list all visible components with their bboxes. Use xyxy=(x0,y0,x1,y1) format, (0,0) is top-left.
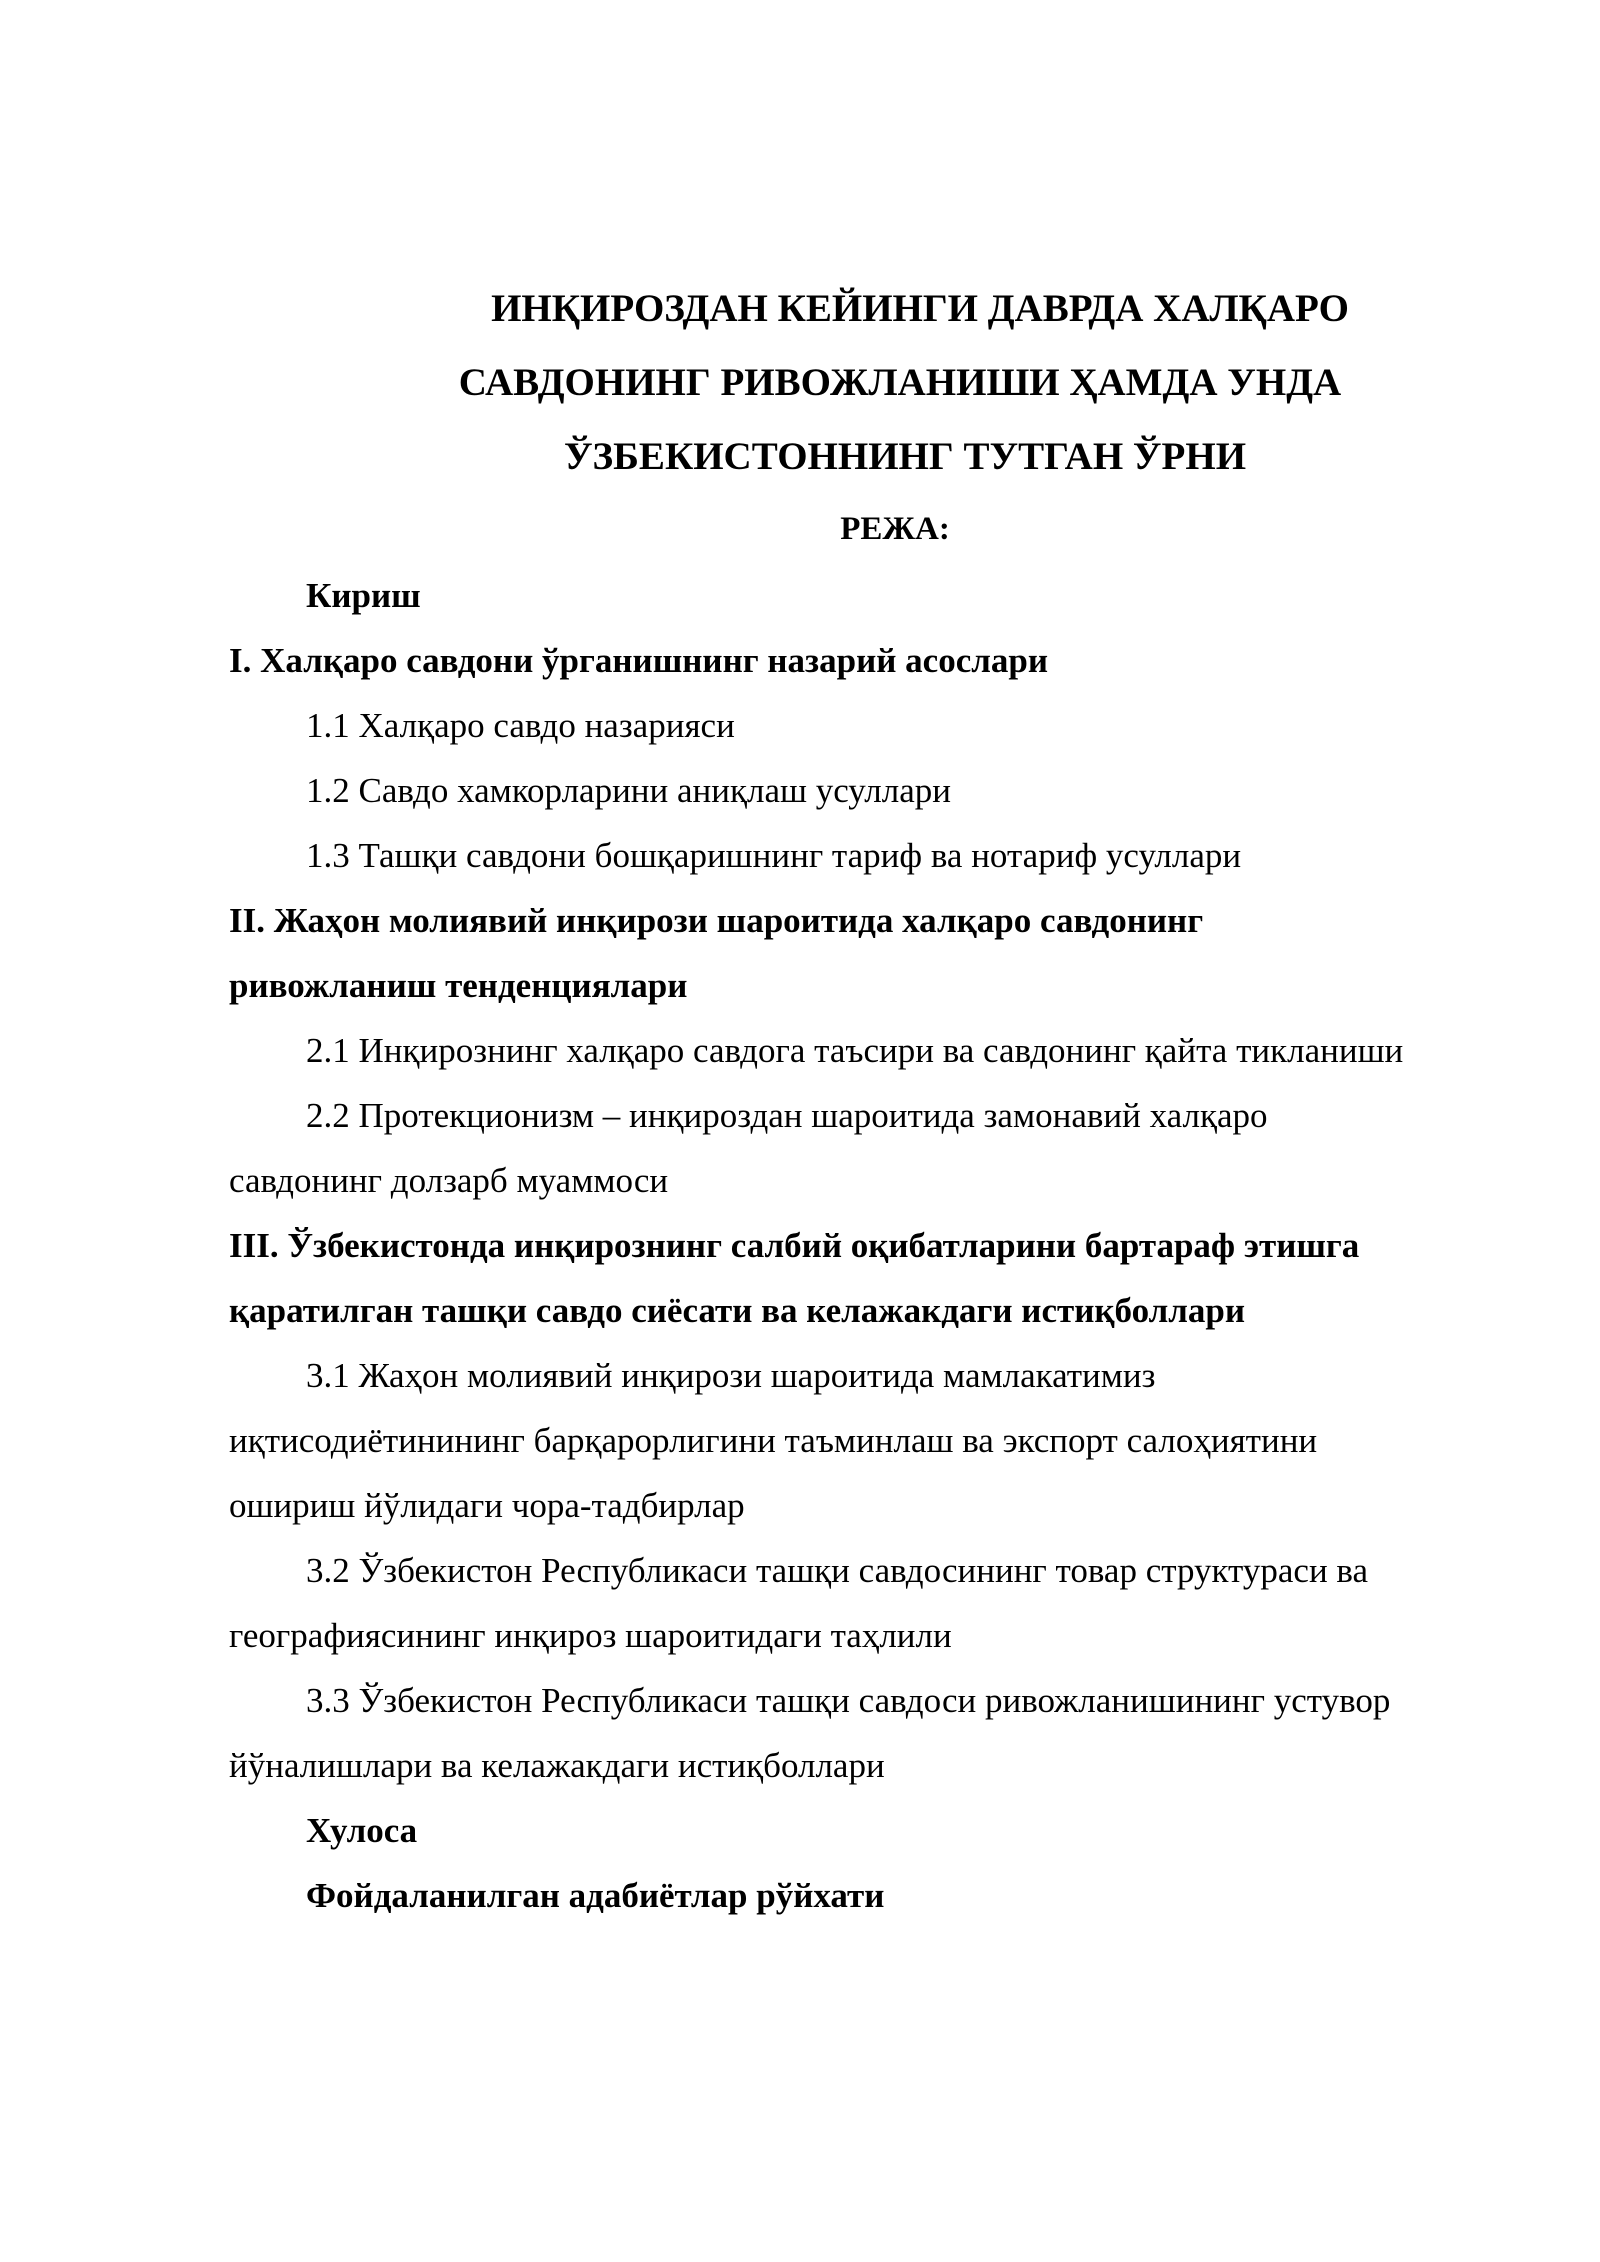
toc-item-3-2-line-1: 3.2 Ўзбекистон Республикаси ташқи савдосининг товар структураси ва xyxy=(306,1551,1369,1590)
toc-item-3-3-line-2: йўналишлари ва келажакдаги истиқболлари xyxy=(229,1746,885,1785)
toc-item-2-2-line-1: 2.2 Протекционизм – инқироздан шароитида замонавий халқаро xyxy=(306,1096,1268,1135)
toc-item-1-3: 1.3 Ташқи савдони бошқаришнинг тариф ва нотариф усуллари xyxy=(306,836,1242,875)
toc-section-3-title-line-2: қаратилган ташқи савдо сиёсати ва келажакдаги истиқболлари xyxy=(229,1291,1246,1330)
toc-item-3-1-line-1: 3.1 Жаҳон молиявий инқирози шароитида мамлакатимиз xyxy=(306,1356,1156,1395)
toc-section-2-title-line-1: II. Жаҳон молиявий инқирози шароитида халқаро савдонинг xyxy=(229,901,1204,940)
toc-section-1-title: I. Халқаро савдони ўрганишнинг назарий асослари xyxy=(229,641,1048,680)
document-title-line-3: ЎЗБЕКИСТОННИНГ ТУТГАН ЎРНИ xyxy=(563,435,1247,478)
toc-item-3-3-line-1: 3.3 Ўзбекистон Республикаси ташқи савдоси ривожланишининг устувор xyxy=(306,1681,1391,1720)
toc-item-3-1-line-2: иқтисодиётинининг барқарорлигини таъминлаш ва экспорт салоҳиятини xyxy=(229,1421,1318,1460)
toc-section-2-title-line-2: ривожланиш тенденциялари xyxy=(229,966,688,1005)
toc-item-2-2-line-2: савдонинг долзарб муаммоси xyxy=(229,1161,669,1200)
toc-item-1-2: 1.2 Савдо хамкорларини аниқлаш усуллари xyxy=(306,771,951,810)
toc-intro: Кириш xyxy=(306,576,421,615)
document-title-line-2: САВДОНИНГ РИВОЖЛАНИШИ ҲАМДА УНДА xyxy=(458,361,1342,404)
toc-item-2-1: 2.1 Инқирознинг халқаро савдога таъсири ва савдонинг қайта тикланиши xyxy=(306,1031,1404,1070)
toc-item-3-2-line-2: географиясининг инқироз шароитидаги таҳлили xyxy=(229,1616,952,1655)
toc-conclusion: Хулоса xyxy=(306,1811,418,1850)
toc-references: Фойдаланилган адабиётлар рўйхати xyxy=(306,1876,885,1915)
plan-heading: РЕЖА: xyxy=(840,511,950,547)
document-title-line-1: ИНҚИРОЗДАН КЕЙИНГИ ДАВРДА ХАЛҚАРО xyxy=(491,287,1349,330)
toc-section-3-title-line-1: III. Ўзбекистонда инқирознинг салбий оқибатларини бартараф этишга xyxy=(229,1226,1360,1265)
toc-item-3-1-line-3: ошириш йўлидаги чора-тадбирлар xyxy=(229,1486,745,1525)
toc-item-1-1: 1.1 Халқаро савдо назарияси xyxy=(306,706,735,745)
